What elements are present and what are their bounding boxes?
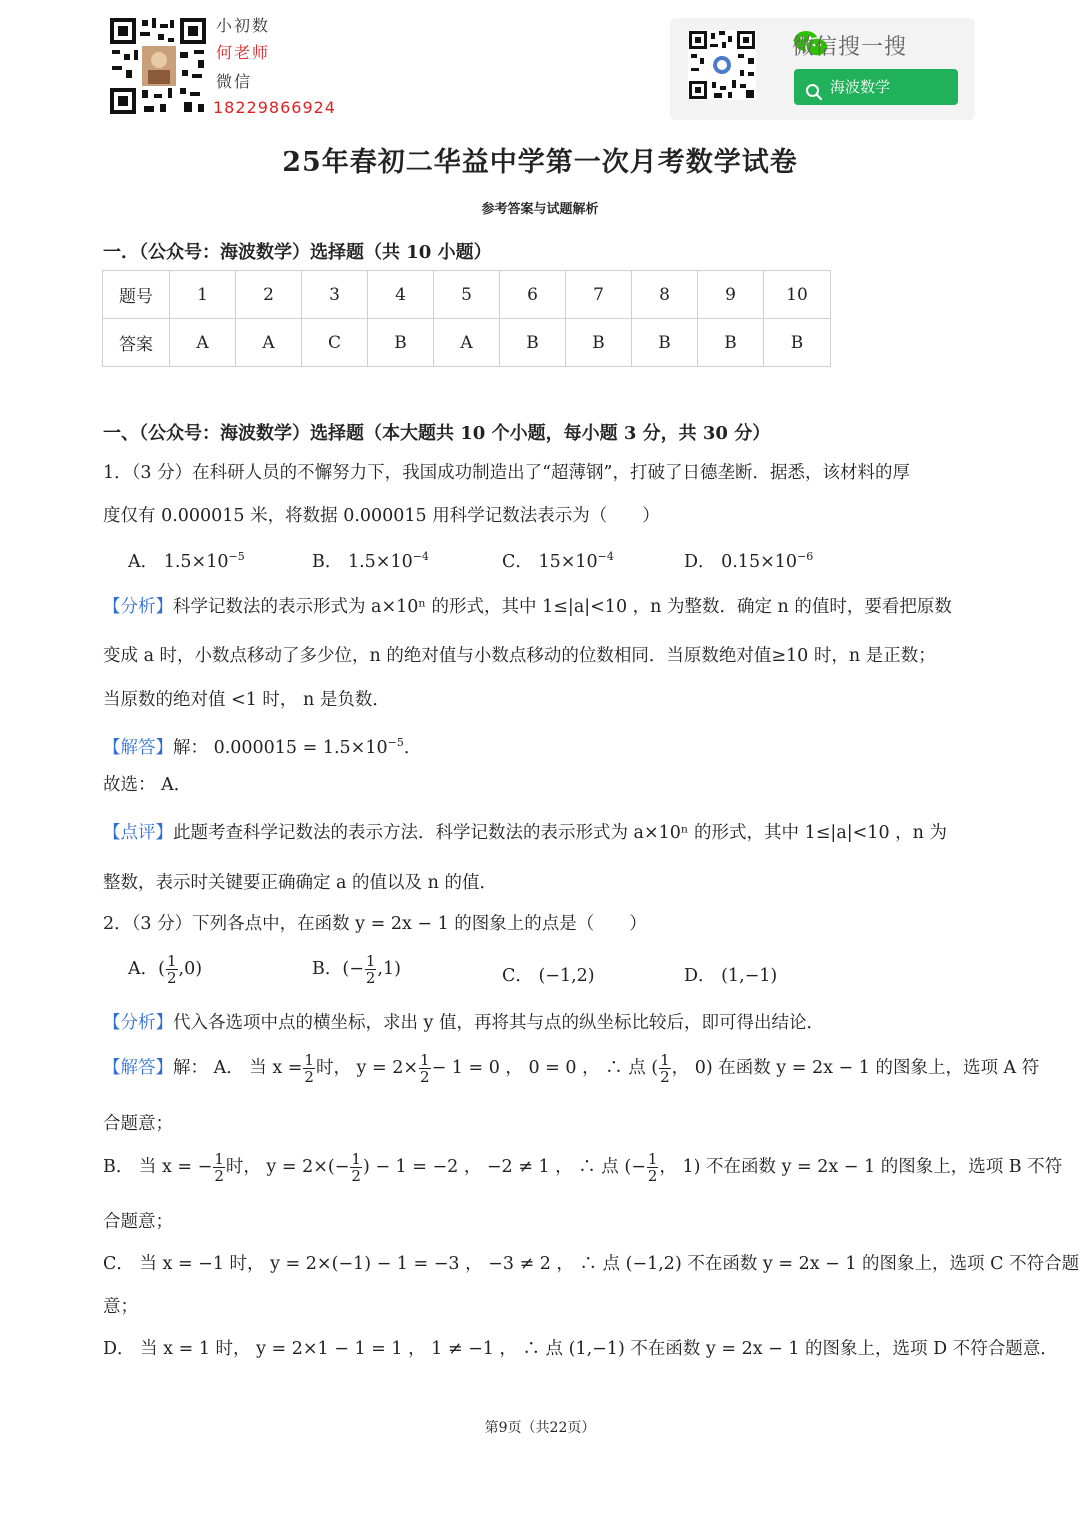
fraction bbox=[365, 953, 377, 986]
table-cell: 8 bbox=[632, 271, 698, 319]
option-label: B． bbox=[312, 552, 343, 572]
q1-stem-line-1: 1．（3 分）在科研人员的不懈努力下，我国成功制造出了“超薄钢”，打破了日德垄断．据悉，该材料的厚 bbox=[103, 463, 910, 483]
q1-stem-line-2: 度仅有 0.000015 米，将数据 0.000015 用科学记数法表示为（ ） bbox=[103, 506, 660, 526]
table-cell: 答案 bbox=[103, 319, 170, 367]
table-cell: 10 bbox=[764, 271, 831, 319]
option-value: 1.5×10 bbox=[163, 552, 229, 572]
option-value: (1,−1) bbox=[721, 966, 778, 986]
q2-option-d bbox=[684, 962, 777, 987]
table-cell: 7 bbox=[566, 271, 632, 319]
q1-option-d bbox=[684, 548, 813, 573]
page-title: 25年春初二华益中学第一次月考数学试卷 bbox=[282, 147, 798, 178]
fraction-denominator: 2 bbox=[647, 1167, 658, 1185]
q1-comment-line-2: 整数，表示时关键要正确确定 a 的值以及 n 的值． bbox=[103, 873, 497, 893]
q2-option-b bbox=[312, 953, 401, 986]
q2-solution-c-cont: 意； bbox=[103, 1297, 138, 1317]
comment-tag: 【点评】 bbox=[103, 823, 173, 843]
fraction-denominator: 2 bbox=[351, 1167, 361, 1185]
option-exponent: −5 bbox=[228, 550, 245, 564]
q2-analysis bbox=[103, 1011, 824, 1035]
option-prefix: (− bbox=[342, 959, 364, 979]
table-cell: A bbox=[170, 319, 236, 367]
option-label: C． bbox=[502, 966, 533, 986]
fraction-denominator: 2 bbox=[166, 969, 177, 987]
table-cell: 3 bbox=[302, 271, 368, 319]
fraction bbox=[166, 953, 178, 986]
table-row bbox=[103, 271, 831, 319]
handwritten-line-2: 何老师 bbox=[216, 43, 271, 62]
fraction-numerator: 1 bbox=[351, 1150, 361, 1168]
table-cell: 6 bbox=[500, 271, 566, 319]
handwritten-line-1: 小初数 bbox=[216, 16, 271, 35]
table-cell: B bbox=[764, 319, 831, 367]
table-cell: 1 bbox=[170, 271, 236, 319]
fraction-numerator: 1 bbox=[365, 952, 376, 970]
table-cell: B bbox=[500, 319, 566, 367]
table-cell: 题号 bbox=[103, 271, 170, 319]
q1-analysis-line-1 bbox=[103, 595, 952, 619]
fraction-denominator: 2 bbox=[660, 1068, 670, 1086]
page-footer: 第9页（共22页） bbox=[484, 1420, 596, 1436]
solution-end: ． bbox=[403, 737, 422, 758]
analysis-tag: 【分析】 bbox=[103, 1013, 173, 1033]
solution-text: 解： 0.000015 = 1.5×10 bbox=[173, 737, 388, 758]
section-heading-questions: 一、（公众号：海波数学）选择题（本大题共 10 个小题，每小题 3 分，共 30 分） bbox=[103, 423, 771, 444]
table-cell: 5 bbox=[434, 271, 500, 319]
table-cell: 4 bbox=[368, 271, 434, 319]
table-cell: A bbox=[434, 319, 500, 367]
table-cell: B bbox=[698, 319, 764, 367]
option-value: 0.15×10 bbox=[721, 552, 798, 572]
option-suffix: ,0) bbox=[178, 959, 203, 979]
table-cell: C bbox=[302, 319, 368, 367]
option-exponent: −4 bbox=[597, 550, 614, 564]
qr-code-teacher bbox=[108, 16, 208, 116]
handwritten-phone: 18229866924 bbox=[213, 98, 336, 117]
q2-stem: 2．（3 分）下列各点中，在函数 y = 2x − 1 的图象上的点是（ ） bbox=[103, 914, 647, 934]
q1-option-b bbox=[312, 548, 429, 573]
solution-text: 时， y = 2×(− bbox=[225, 1157, 350, 1177]
option-value: 15×10 bbox=[538, 552, 598, 572]
option-exponent: −6 bbox=[797, 550, 814, 564]
option-value: 1.5×10 bbox=[347, 552, 413, 572]
q2-option-c bbox=[502, 962, 595, 987]
answer-table bbox=[102, 270, 831, 367]
solution-exponent: −5 bbox=[387, 736, 404, 749]
fraction-denominator: 2 bbox=[304, 1068, 314, 1086]
q2-solution-d: D． 当 x = 1 时， y = 2×1 − 1 = 1 ， 1 ≠ −1 ， ∴ 点 (1,−1) 不在函数 y = 2x − 1 的图象上，选项 D 不符合题意． bbox=[103, 1339, 1058, 1359]
fraction-denominator: 2 bbox=[420, 1068, 430, 1086]
option-label: D． bbox=[684, 966, 716, 986]
fraction-numerator: 1 bbox=[660, 1051, 670, 1069]
table-cell: 2 bbox=[236, 271, 302, 319]
solution-text: 时， y = 2× bbox=[315, 1058, 419, 1078]
fraction bbox=[659, 1052, 671, 1085]
fraction bbox=[303, 1052, 315, 1085]
option-prefix: ( bbox=[158, 959, 165, 979]
fraction bbox=[213, 1151, 225, 1184]
wechat-search-button-label: 海波数学 bbox=[830, 78, 891, 96]
fraction-numerator: 1 bbox=[420, 1051, 430, 1069]
section-heading-answers: 一．（公众号：海波数学）选择题（共 10 小题） bbox=[103, 242, 492, 263]
solution-text: ， 0) 在函数 y = 2x − 1 的图象上，选项 A 符 bbox=[671, 1058, 1040, 1078]
comment-text: 此题考查科学记数法的表示方法．科学记数法的表示形式为 a×10ⁿ 的形式，其中 1≤|a|<10 ，n 为 bbox=[173, 823, 947, 843]
table-row bbox=[103, 319, 831, 367]
q2-solution-b bbox=[103, 1151, 1062, 1184]
option-exponent: −4 bbox=[412, 550, 429, 564]
fraction-denominator: 2 bbox=[365, 969, 376, 987]
option-suffix: ,1) bbox=[377, 959, 401, 979]
table-cell: 9 bbox=[698, 271, 764, 319]
q1-solution bbox=[103, 731, 421, 760]
solution-text: 解： A． 当 x = bbox=[173, 1058, 303, 1078]
table-cell: B bbox=[566, 319, 632, 367]
option-label: D． bbox=[684, 552, 716, 572]
q2-solution-a bbox=[103, 1052, 1039, 1085]
fraction-numerator: 1 bbox=[166, 952, 177, 970]
solution-text: ) − 1 = −2 ， −2 ≠ 1 ， ∴ 点 (− bbox=[362, 1157, 646, 1177]
option-label: A． bbox=[128, 552, 159, 572]
q2-option-a bbox=[128, 953, 202, 986]
analysis-text: 代入各选项中点的横坐标，求出 y 值，再将其与点的纵坐标比较后，即可得出结论． bbox=[173, 1013, 825, 1033]
solution-tag: 【解答】 bbox=[103, 1058, 173, 1078]
q1-choice: 故选： A． bbox=[103, 775, 192, 795]
fraction-numerator: 1 bbox=[214, 1150, 224, 1168]
wechat-search-button[interactable] bbox=[794, 69, 958, 105]
fraction bbox=[419, 1052, 431, 1085]
analysis-text: 科学记数法的表示形式为 a×10ⁿ 的形式，其中 1≤|a|<10 ，n 为整数．确定 n 的值时，要看把原数 bbox=[173, 597, 952, 617]
option-value: (−1,2) bbox=[538, 966, 595, 986]
fraction-numerator: 1 bbox=[304, 1051, 314, 1069]
table-cell: B bbox=[632, 319, 698, 367]
option-label: B． bbox=[312, 959, 343, 979]
q1-comment-line-1 bbox=[103, 821, 947, 845]
option-label: A． bbox=[128, 959, 159, 979]
analysis-tag: 【分析】 bbox=[103, 597, 173, 617]
solution-tag: 【解答】 bbox=[103, 737, 173, 758]
qr-code-wechat bbox=[688, 30, 756, 100]
q1-option-a bbox=[128, 548, 245, 573]
q1-analysis-line-2: 变成 a 时，小数点移动了多少位，n 的绝对值与小数点移动的位数相同．当原数绝对值≥10 时，n 是正数； bbox=[103, 646, 936, 666]
solution-text: B． 当 x = − bbox=[103, 1157, 213, 1177]
table-cell: A bbox=[236, 319, 302, 367]
search-icon bbox=[805, 78, 823, 96]
page-subtitle: 参考答案与试题解析 bbox=[481, 202, 599, 217]
wechat-search-title: 微信搜一搜 bbox=[792, 35, 908, 60]
table-cell: B bbox=[368, 319, 434, 367]
fraction bbox=[350, 1151, 362, 1184]
option-label: C． bbox=[502, 552, 533, 572]
q2-solution-b-cont: 合题意； bbox=[103, 1212, 173, 1232]
fraction-numerator: 1 bbox=[647, 1150, 658, 1168]
solution-text: − 1 = 0 ， 0 = 0 ， ∴ 点 ( bbox=[431, 1058, 659, 1078]
q2-solution-a-cont: 合题意； bbox=[103, 1114, 173, 1134]
q1-analysis-line-3: 当原数的绝对值 <1 时， n 是负数． bbox=[103, 690, 390, 710]
handwritten-line-3: 微信 bbox=[216, 72, 253, 91]
q2-solution-c: C． 当 x = −1 时， y = 2×(−1) − 1 = −3 ， −3 ≠ 2 ， ∴ 点 (−1,2) 不在函数 y = 2x − 1 的图象上，选项 C 不符合题 bbox=[103, 1254, 1080, 1274]
solution-text: ， 1) 不在函数 y = 2x − 1 的图象上，选项 B 不符 bbox=[659, 1157, 1063, 1177]
fraction bbox=[647, 1151, 659, 1184]
fraction-denominator: 2 bbox=[214, 1167, 224, 1185]
q1-option-c bbox=[502, 548, 614, 573]
